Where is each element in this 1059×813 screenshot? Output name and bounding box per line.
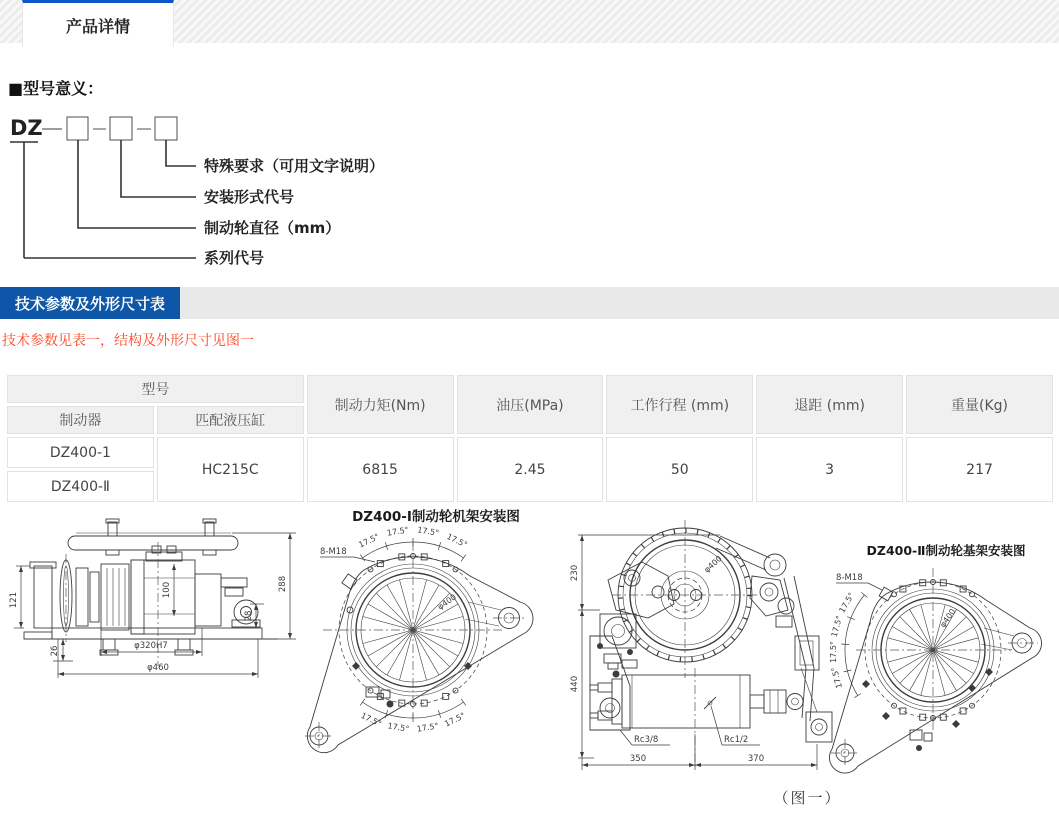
value-cylinder: HC215C	[157, 437, 304, 502]
svg-text:17.5°: 17.5°	[386, 721, 410, 734]
model-label-diameter: 制动轮直径（mm）	[204, 219, 341, 237]
dz1-diameter-label: φ400	[435, 592, 458, 612]
front-cylinder	[590, 636, 832, 770]
svg-text:17.5°: 17.5°	[837, 591, 857, 615]
svg-text:17.5°: 17.5°	[386, 525, 410, 538]
tab-bar	[0, 0, 1059, 43]
header-brake: 制动器	[7, 406, 154, 434]
value-brake-model-2: DZ400-Ⅱ	[7, 471, 154, 502]
dz1-wheel	[323, 542, 503, 718]
front-dimensions	[570, 535, 817, 770]
value-retreat: 3	[756, 437, 903, 502]
header-stroke: 工作行程 (mm)	[606, 375, 753, 434]
dz2-angle-dims	[829, 591, 868, 698]
svg-text:17.5°: 17.5°	[829, 641, 838, 663]
model-prefix: DZ	[10, 116, 43, 140]
tab-product-details[interactable]	[22, 0, 174, 47]
params-banner	[0, 287, 1059, 319]
side-view-rail	[68, 519, 238, 555]
header-model: 型号	[7, 375, 304, 403]
params-note: 技术参数见表一，结构及外形尺寸见图一	[2, 333, 254, 349]
svg-text:17.5°: 17.5°	[445, 531, 469, 550]
header-cylinder: 匹配液压缸	[157, 406, 304, 434]
svg-text:17.5°: 17.5°	[829, 614, 845, 639]
model-connectors	[10, 140, 196, 258]
dz2-wheel	[856, 568, 1011, 732]
dz2-diameter-label: φ400	[938, 607, 958, 630]
params-banner-label: 技术参数及外形尺寸表	[0, 287, 180, 319]
value-brake-model-1: DZ400-1	[7, 437, 154, 468]
figure-caption: （图一）	[773, 789, 842, 807]
svg-text:17.5°: 17.5°	[416, 525, 440, 538]
dim-230: 230	[570, 564, 580, 582]
dz2-title: DZ400-Ⅱ制动轮基架安装图	[866, 543, 1026, 558]
model-label-series: 系列代号	[204, 249, 265, 267]
dz2-bolt-callout	[836, 573, 882, 590]
value-weight: 217	[906, 437, 1053, 502]
dim-288: 288	[278, 575, 288, 593]
svg-text:17.5°: 17.5°	[359, 710, 383, 729]
svg-text:17.5°: 17.5°	[357, 531, 381, 550]
dz2-bolts-label: 8-M18	[836, 573, 863, 583]
side-view-body	[30, 546, 260, 634]
dz2-fittings	[862, 668, 993, 751]
figure-dz400-2	[826, 536, 1059, 798]
svg-text:17.5°: 17.5°	[416, 721, 440, 734]
model-boxes	[42, 117, 177, 140]
table-row	[7, 437, 1053, 468]
model-label-special: 特殊要求（可用文字说明）	[204, 157, 385, 175]
dz2-plate	[829, 582, 1041, 773]
dim-d460: φ460	[147, 663, 169, 673]
dim-370: 370	[747, 754, 765, 764]
header-oil-pressure: 油压(MPa)	[457, 375, 604, 434]
tab-label: 产品详情	[65, 16, 130, 36]
value-stroke: 50	[606, 437, 753, 502]
dz1-bolts-label: 8-M18	[320, 547, 347, 557]
header-weight: 重量(Kg)	[906, 375, 1053, 434]
dim-121: 121	[9, 591, 19, 609]
model-meaning-heading: ■型号意义：	[8, 79, 104, 98]
value-torque: 6815	[307, 437, 454, 502]
model-label-mount: 安装形式代号	[204, 188, 295, 206]
value-oil-pressure: 2.45	[457, 437, 604, 502]
spec-table-wrap	[4, 372, 1056, 505]
header-retreat: 退距 (mm)	[756, 375, 903, 434]
spec-table	[4, 372, 1056, 505]
figure-front-view	[570, 518, 838, 796]
dim-350: 350	[629, 754, 647, 764]
dz1-title: DZ400-Ⅰ制动轮机架安装图	[352, 509, 520, 525]
port-rc38-label: Rc3/8	[634, 735, 659, 745]
dim-28: 28	[244, 610, 254, 622]
dim-440: 440	[570, 675, 580, 693]
dz1-bolt-callout	[320, 547, 375, 562]
dim-100: 100	[162, 581, 172, 599]
dim-26: 26	[50, 645, 60, 657]
header-torque: 制动力矩(Nm)	[307, 375, 454, 434]
model-meaning-diagram	[4, 100, 434, 275]
figure-dz400-1	[298, 506, 586, 762]
figure-side-view	[6, 516, 302, 692]
dz1-plate	[305, 557, 533, 753]
dim-d320: φ320H7	[134, 641, 168, 651]
front-diameter-label: φ400	[702, 554, 724, 575]
port-rc12-label: Rc1/2	[724, 735, 749, 745]
svg-text:17.5°: 17.5°	[443, 710, 467, 729]
svg-text:17.5°: 17.5°	[829, 665, 845, 690]
